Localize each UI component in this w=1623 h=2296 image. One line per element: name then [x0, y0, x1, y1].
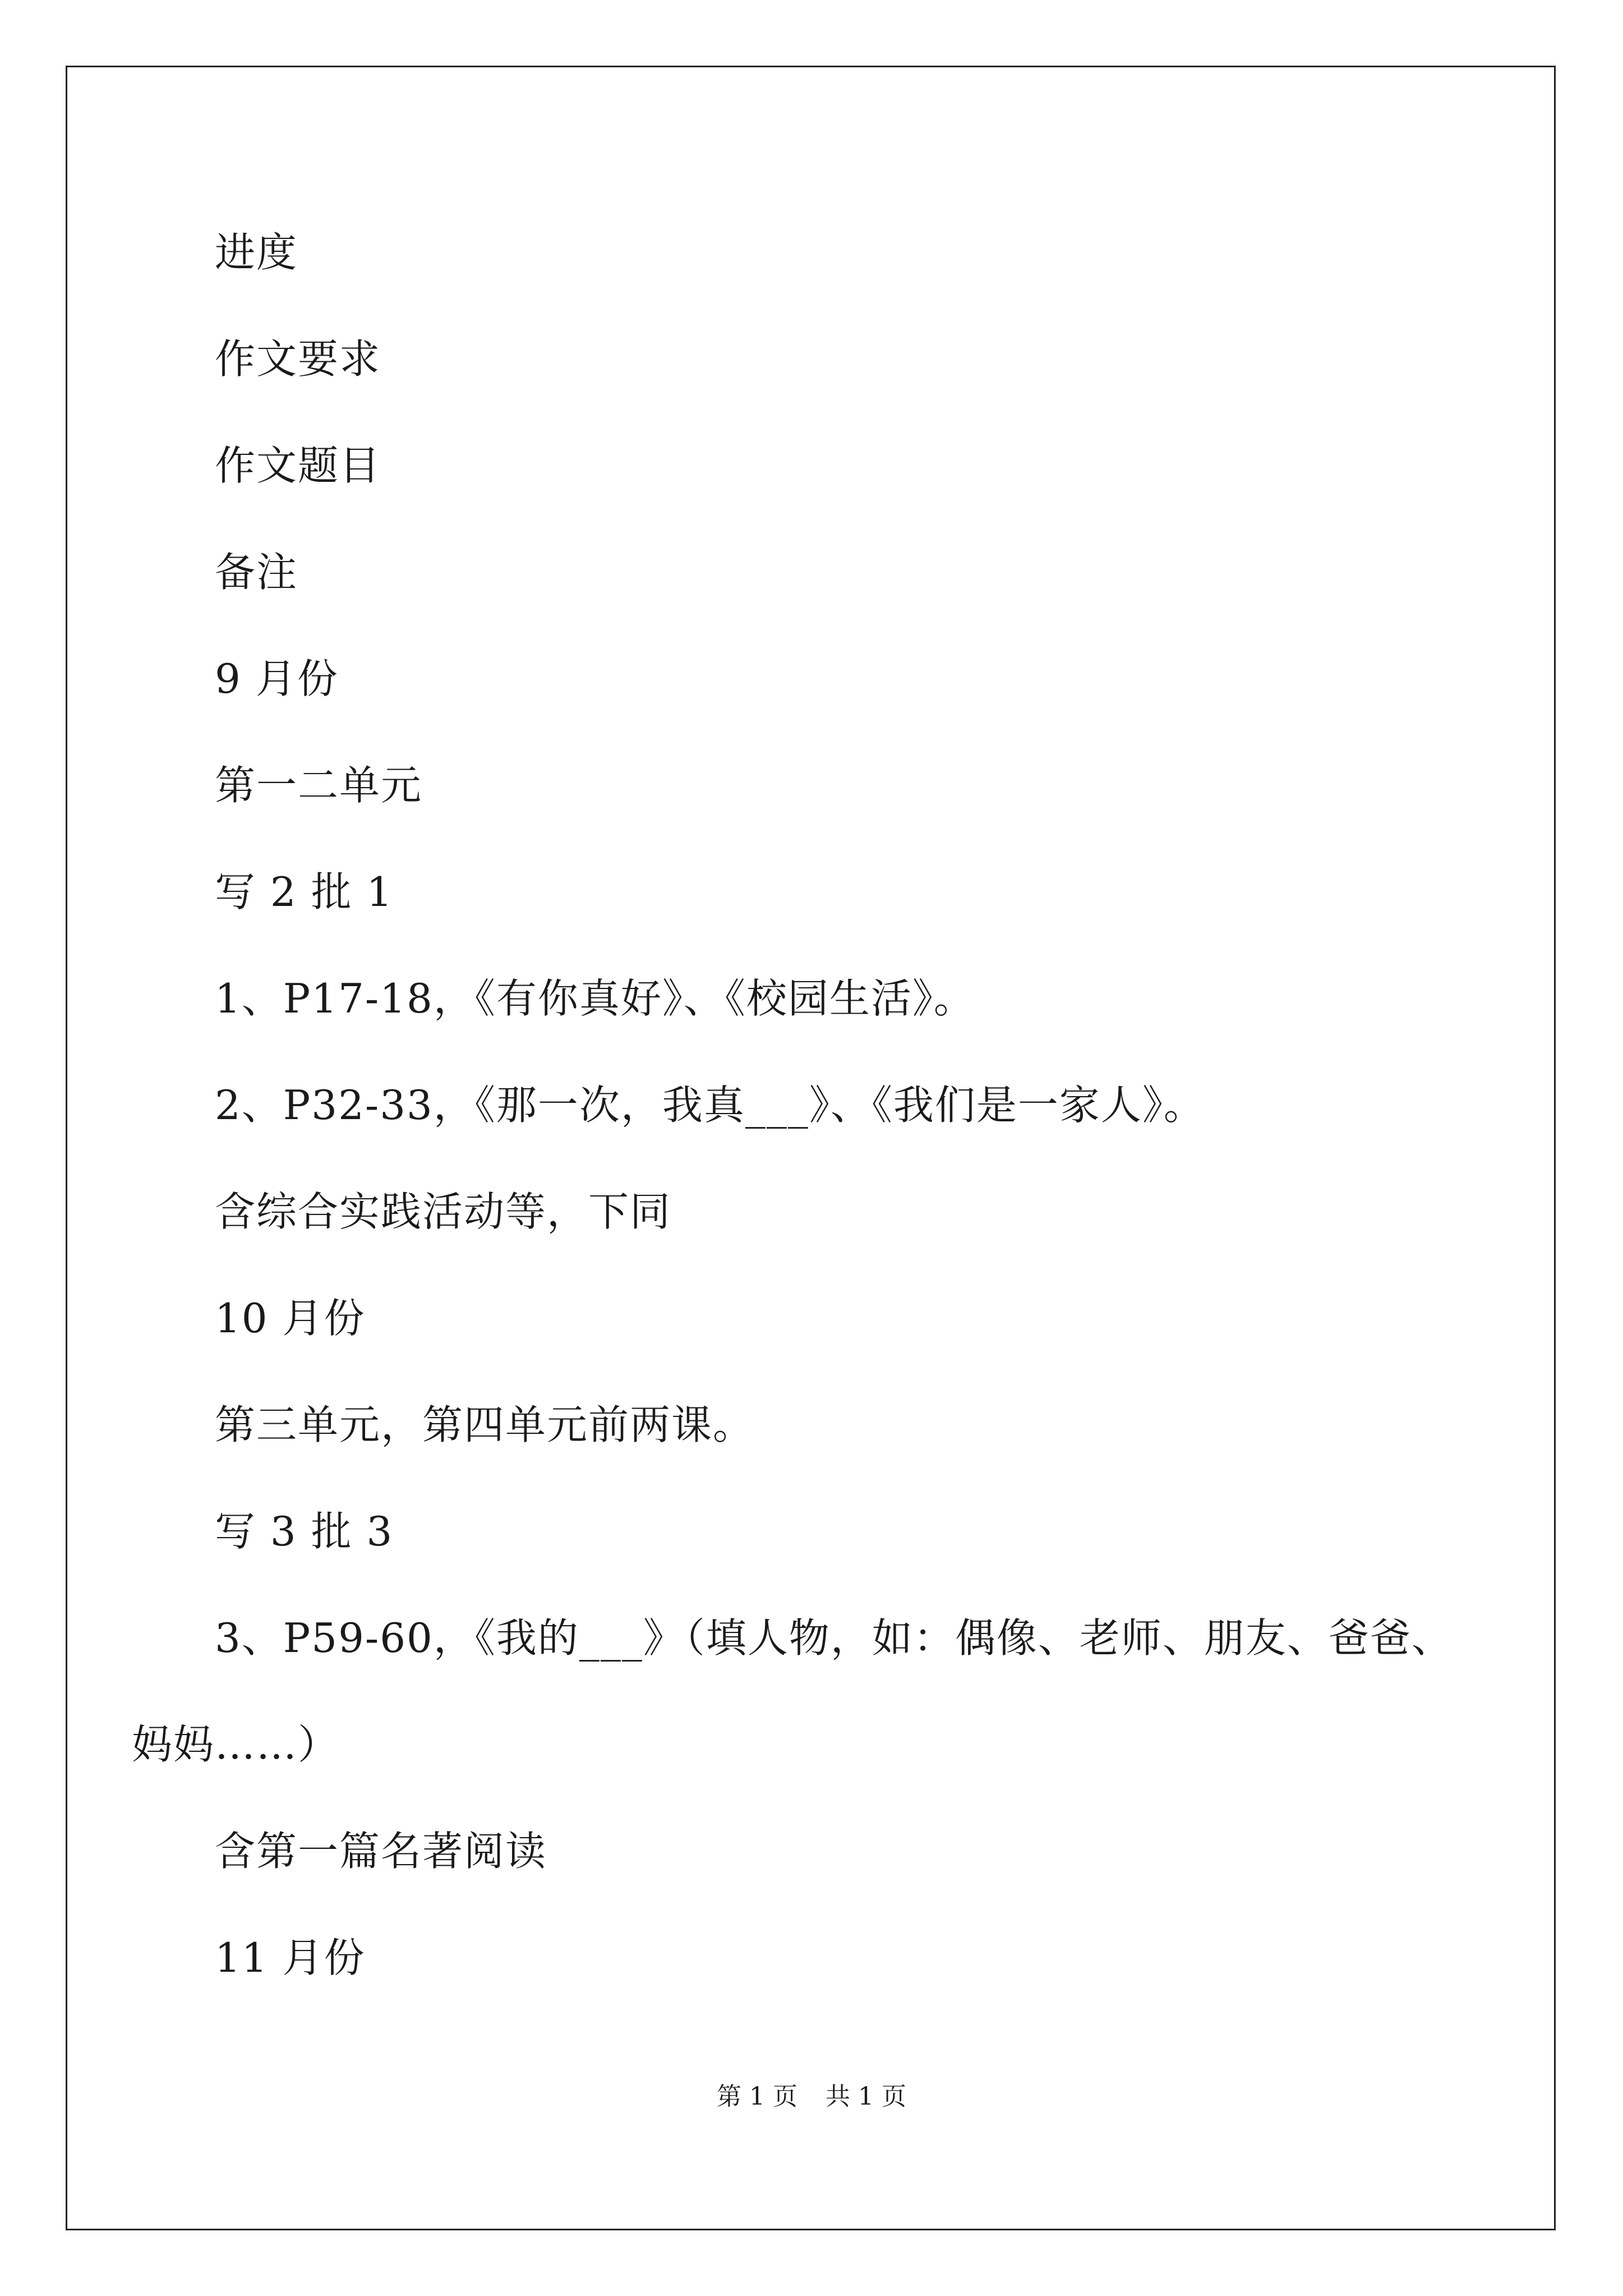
- page-number-total: 共 1 页: [826, 2082, 906, 2111]
- text-line-essay-item-3: 3、P59-60，《我的___》（填人物，如：偶像、老师、朋友、爸爸、: [215, 1614, 1453, 1662]
- text-line-october: 10 月份: [215, 1295, 366, 1342]
- text-line-notes: 备注: [215, 549, 298, 596]
- page-footer: [0, 2080, 1623, 2114]
- text-line-write-3-grade-3: 写 3 批 3: [215, 1508, 394, 1555]
- page-number-current: 第 1 页: [717, 2082, 797, 2111]
- text-line-essay-topics: 作文题目: [215, 442, 381, 489]
- text-line-essay-item-2: 2、P32-33，《那一次，我真___》、《我们是一家人》。: [215, 1082, 1205, 1129]
- text-line-classic-reading: 含第一篇名著阅读: [215, 1828, 547, 1875]
- text-line-progress: 进度: [215, 229, 298, 276]
- text-line-essay-requirements: 作文要求: [215, 335, 381, 383]
- text-line-practice-note: 含综合实践活动等，下同: [215, 1188, 672, 1235]
- page-border: [66, 66, 1556, 2230]
- text-line-unit-3-4: 第三单元，第四单元前两课。: [215, 1401, 755, 1448]
- text-line-essay-item-3-continued: 妈妈……）: [132, 1721, 340, 1768]
- text-line-essay-item-1: 1、P17-18，《有你真好》、《校园生活》。: [215, 975, 975, 1022]
- text-line-november: 11 月份: [215, 1934, 366, 1981]
- text-line-write-2-grade-1: 写 2 批 1: [215, 868, 394, 915]
- text-line-units-1-2: 第一二单元: [215, 762, 423, 809]
- text-line-september: 9 月份: [215, 655, 339, 702]
